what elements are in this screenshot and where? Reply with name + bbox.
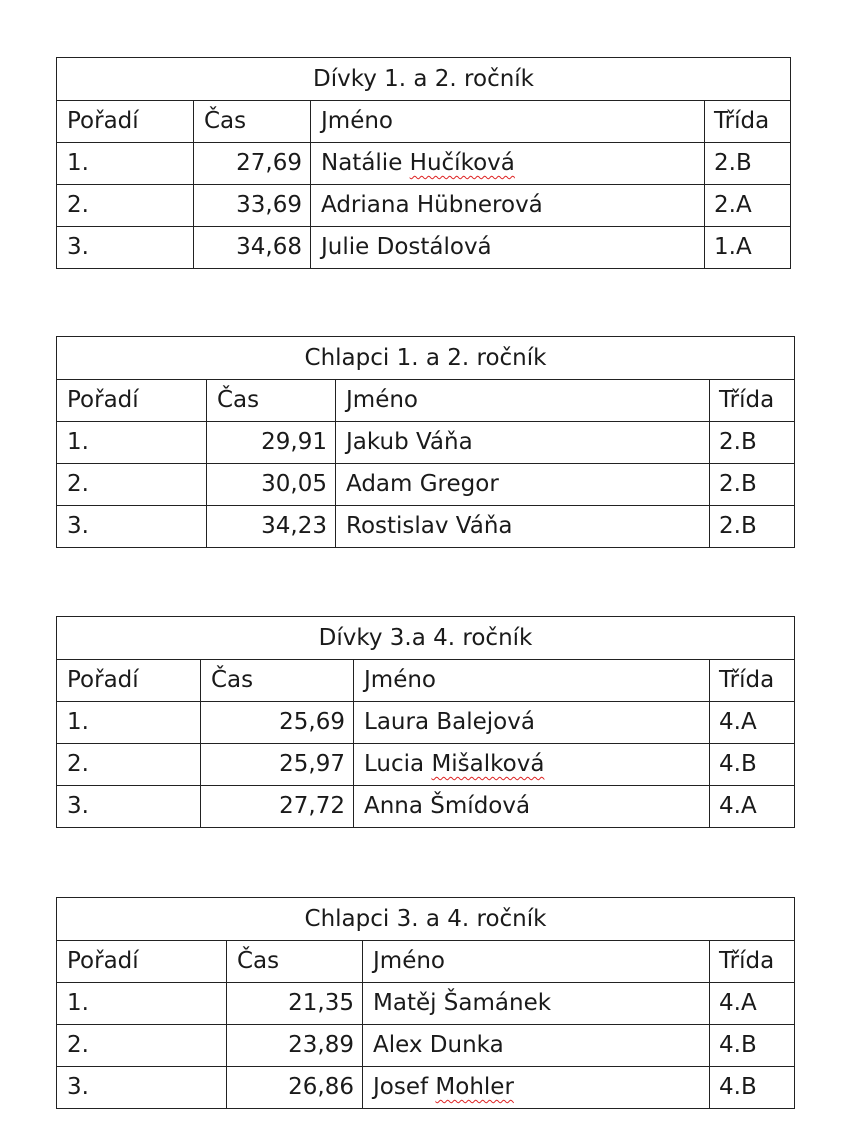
name-text: Lucia	[364, 751, 432, 777]
header-time: Čas	[227, 941, 363, 983]
rank-cell: 2.	[57, 1025, 227, 1067]
header-row	[57, 660, 795, 702]
name-cell	[363, 1067, 710, 1109]
name-text: Anna Šmídová	[364, 793, 531, 819]
header-time: Čas	[201, 660, 354, 702]
time-cell: 21,35	[227, 983, 363, 1025]
time-cell: 29,91	[207, 422, 336, 464]
rank-cell: 3.	[57, 1067, 227, 1109]
table-row	[57, 506, 795, 548]
name-cell	[336, 464, 710, 506]
table-row	[57, 143, 791, 185]
rank-cell: 1.	[57, 983, 227, 1025]
name-cell	[363, 1025, 710, 1067]
table-row	[57, 1067, 795, 1109]
name-text: Adam Gregor	[346, 471, 499, 497]
header-class: Třída	[710, 380, 795, 422]
table-caption: Chlapci 3. a 4. ročník	[57, 898, 795, 941]
class-cell: 2.B	[705, 143, 791, 185]
rank-cell: 1.	[57, 422, 207, 464]
name-cell	[363, 983, 710, 1025]
header-name: Jméno	[354, 660, 710, 702]
time-cell: 23,89	[227, 1025, 363, 1067]
table-row	[57, 702, 795, 744]
name-cell	[354, 786, 710, 828]
rank-cell: 2.	[57, 744, 201, 786]
header-class: Třída	[710, 660, 795, 702]
name-text: Julie Dostálová	[321, 234, 492, 260]
name-text: Rostislav Váňa	[346, 513, 513, 539]
header-row	[57, 101, 791, 143]
table-row	[57, 227, 791, 269]
table-row	[57, 744, 795, 786]
table-row	[57, 983, 795, 1025]
header-rank: Pořadí	[57, 101, 194, 143]
table-row	[57, 786, 795, 828]
results-table-girls-3-4	[56, 616, 795, 828]
results-table-boys-3-4	[56, 897, 795, 1109]
class-cell: 4.B	[710, 744, 795, 786]
header-name: Jméno	[363, 941, 710, 983]
name-cell	[336, 422, 710, 464]
name-cell	[311, 185, 705, 227]
class-cell: 4.A	[710, 983, 795, 1025]
rank-cell: 3.	[57, 506, 207, 548]
spellcheck-flagged-word: Hučíková	[409, 150, 515, 176]
class-cell: 2.A	[705, 185, 791, 227]
results-table-girls-1-2	[56, 57, 791, 269]
spellcheck-flagged-word: Mišalková	[431, 751, 545, 777]
header-name: Jméno	[336, 380, 710, 422]
name-cell	[311, 143, 705, 185]
name-text: Jakub Váňa	[346, 429, 473, 455]
table-caption: Dívky 1. a 2. ročník	[57, 58, 791, 101]
name-cell	[311, 227, 705, 269]
time-cell: 25,69	[201, 702, 354, 744]
time-cell: 34,68	[194, 227, 311, 269]
class-cell: 4.B	[710, 1067, 795, 1109]
header-row	[57, 941, 795, 983]
table-row	[57, 422, 795, 464]
header-rank: Pořadí	[57, 660, 201, 702]
spellcheck-flagged-word: Mohler	[435, 1074, 514, 1100]
table-row	[57, 185, 791, 227]
header-class: Třída	[705, 101, 791, 143]
class-cell: 2.B	[710, 464, 795, 506]
rank-cell: 1.	[57, 702, 201, 744]
name-cell	[354, 702, 710, 744]
name-text: Natálie	[321, 150, 410, 176]
class-cell: 2.B	[710, 422, 795, 464]
time-cell: 27,72	[201, 786, 354, 828]
name-text: Adriana Hübnerová	[321, 192, 543, 218]
rank-cell: 2.	[57, 464, 207, 506]
header-rank: Pořadí	[57, 941, 227, 983]
rank-cell: 1.	[57, 143, 194, 185]
table-row	[57, 1025, 795, 1067]
name-cell	[354, 744, 710, 786]
class-cell: 1.A	[705, 227, 791, 269]
time-cell: 25,97	[201, 744, 354, 786]
table-caption: Chlapci 1. a 2. ročník	[57, 337, 795, 380]
class-cell: 4.A	[710, 702, 795, 744]
time-cell: 30,05	[207, 464, 336, 506]
name-text: Josef	[373, 1074, 436, 1100]
time-cell: 33,69	[194, 185, 311, 227]
name-cell	[336, 506, 710, 548]
class-cell: 4.A	[710, 786, 795, 828]
name-text: Matěj Šamánek	[373, 990, 552, 1016]
table-caption: Dívky 3.a 4. ročník	[57, 617, 795, 660]
header-rank: Pořadí	[57, 380, 207, 422]
rank-cell: 3.	[57, 786, 201, 828]
name-text: Alex Dunka	[373, 1032, 504, 1058]
class-cell: 2.B	[710, 506, 795, 548]
name-text: Laura Balejová	[364, 709, 535, 735]
header-time: Čas	[194, 101, 311, 143]
time-cell: 27,69	[194, 143, 311, 185]
results-table-boys-1-2	[56, 336, 795, 548]
header-time: Čas	[207, 380, 336, 422]
class-cell: 4.B	[710, 1025, 795, 1067]
header-class: Třída	[710, 941, 795, 983]
rank-cell: 2.	[57, 185, 194, 227]
time-cell: 34,23	[207, 506, 336, 548]
table-row	[57, 464, 795, 506]
rank-cell: 3.	[57, 227, 194, 269]
time-cell: 26,86	[227, 1067, 363, 1109]
header-row	[57, 380, 795, 422]
header-name: Jméno	[311, 101, 705, 143]
